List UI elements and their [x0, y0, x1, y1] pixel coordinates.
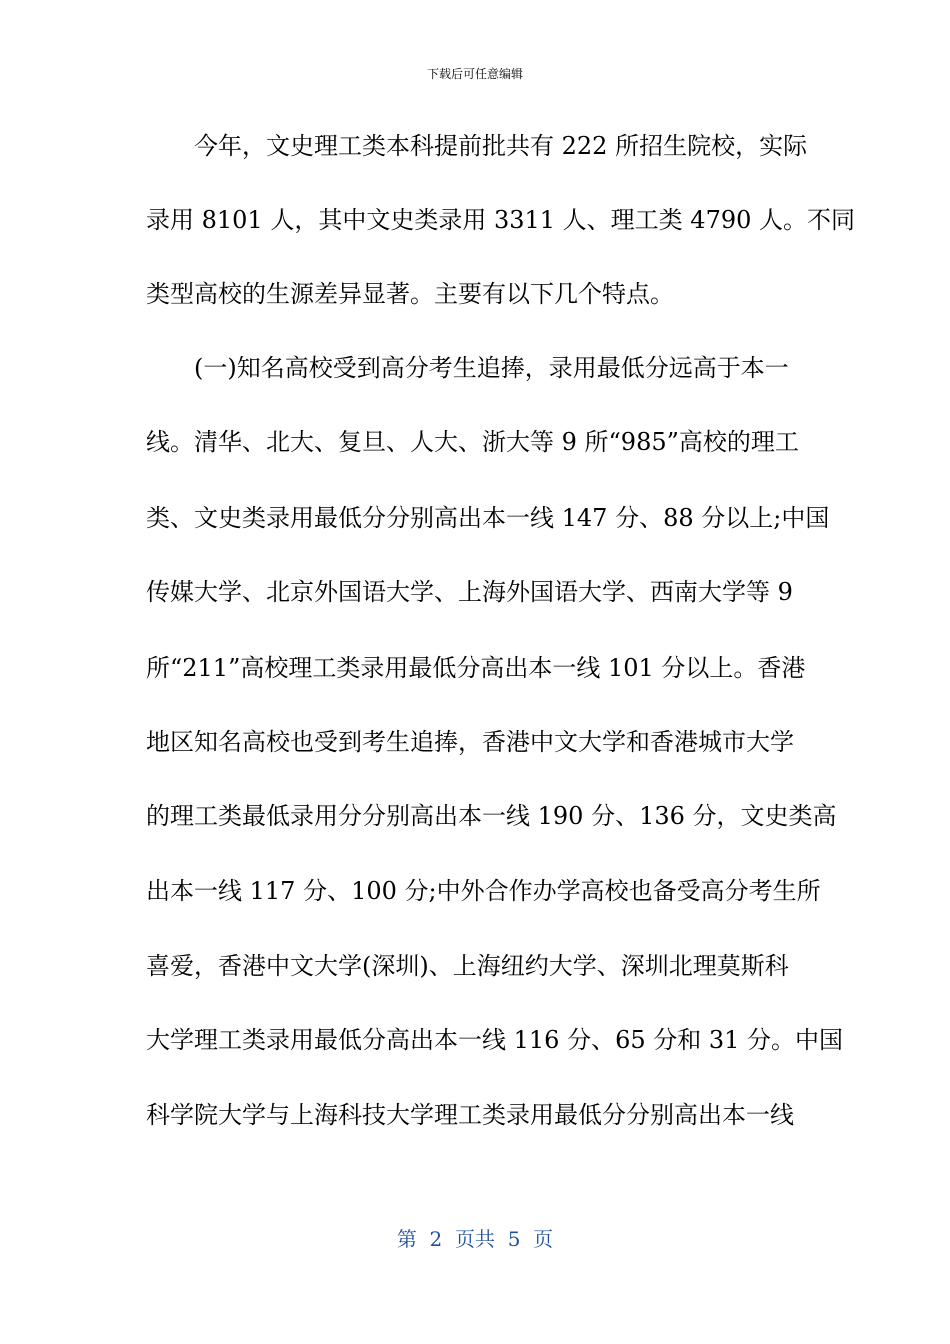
text-line: 所“211”高校理工类录用最低分高出本一线 101 分以上。香港 [146, 654, 806, 682]
text-line: 线。清华、北大、复旦、人大、浙大等 9 所“985”高校的理工 [146, 428, 799, 456]
text-line: 今年，文史理工类本科提前批共有 222 所招生院校，实际 [146, 132, 808, 160]
text-line: 传媒大学、北京外国语大学、上海外国语大学、西南大学等 9 [146, 578, 793, 606]
text-line: 类型高校的生源差异显著。主要有以下几个特点。 [146, 280, 674, 308]
text-line: 录用 8101 人，其中文史类录用 3311 人、理工类 4790 人。不同 [146, 206, 856, 234]
text-line: (一)知名高校受到高分考生追捧，录用最低分远高于本一 [146, 354, 789, 382]
text-line: 的理工类最低录用分分别高出本一线 190 分、136 分，文史类高 [146, 802, 837, 830]
text-line: 大学理工类录用最低分高出本一线 116 分、65 分和 31 分。中国 [146, 1026, 844, 1054]
text-line: 类、文史类录用最低分分别高出本一线 147 分、88 分以上;中国 [146, 504, 830, 532]
text-line: 科学院大学与上海科技大学理工类录用最低分分别高出本一线 [146, 1101, 794, 1129]
header-note: 下载后可任意编辑 [426, 67, 523, 81]
text-line: 出本一线 117 分、100 分;中外合作办学高校也备受高分考生所 [146, 877, 821, 905]
page-number-footer: 第 2 页共 5 页 [396, 1227, 554, 1251]
text-line: 喜爱，香港中文大学(深圳)、上海纽约大学、深圳北理莫斯科 [146, 952, 789, 980]
text-line: 地区知名高校也受到考生追捧，香港中文大学和香港城市大学 [146, 728, 794, 756]
